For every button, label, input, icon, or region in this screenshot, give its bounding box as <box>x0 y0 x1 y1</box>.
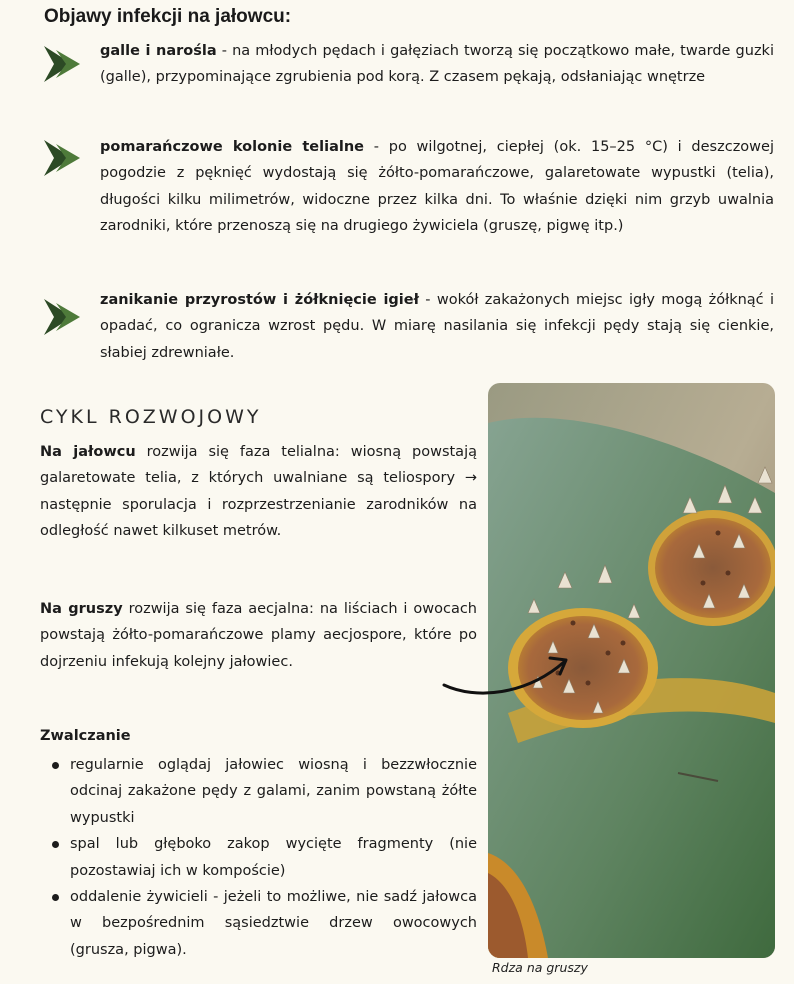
symptom-description: - na młodych pędach i gałęziach tworzą się początkowo małe, twarde guzki (galle), przypominające zgrubienia pod korą. Z czasem pękają, odsłaniając wnętrze <box>100 43 774 86</box>
bullet-icon <box>52 894 59 901</box>
arrow-icon <box>436 640 576 710</box>
list-item <box>40 752 477 831</box>
control-heading: Zwalczanie <box>40 728 131 744</box>
symptom-text <box>100 287 774 366</box>
bullet-icon <box>52 841 59 848</box>
double-chevron-right-icon <box>42 138 88 178</box>
symptom-description: - wokół zakażonych miejsc igły mogą żółknąć i opadać, co ogranicza wzrost pędu. W miarę nasilania się infekcji pędy stają się cienkie, słabiej zdrewniałe. <box>100 292 774 361</box>
pear-description: rozwija się faza aecjalna: na liściach i owocach powstają żółto-pomarańczowe plamy aecjospore, które po dojrzeniu infekują kolejny jałowiec. <box>40 601 478 670</box>
symptom-term: zanikanie przyrostów i żółknięcie igieł <box>100 292 419 308</box>
list-item-text: oddalenie żywicieli - jeżeli to możliwe, nie sadź jałowca w bezpośrednim sąsiedztwie drzew owocowych (grusza, pigwa). <box>70 889 477 958</box>
symptom-term: pomarańczowe kolonie telialne <box>100 139 364 155</box>
control-list <box>40 752 477 963</box>
bullet-icon <box>52 762 59 769</box>
page-title: Objawy infekcji na jałowcu: <box>44 6 292 27</box>
photo-caption: Rdza na gruszy <box>492 960 588 975</box>
double-chevron-right-icon <box>42 44 88 84</box>
symptom-text <box>100 38 774 91</box>
symptom-text <box>100 134 774 240</box>
juniper-description: rozwija się faza telialna: wiosną powstają galaretowate telia, z których uwalniane są teliospory → następnie sporulacja i rozprzestrzenianie zarodników na odległość nawet kilkuset metrów. <box>40 444 477 540</box>
list-item <box>40 884 477 963</box>
list-item-text: regularnie oglądaj jałowiec wiosną i bezzwłocznie odcinaj zakażone pędy z galami, zanim powstaną żółte wypustki <box>70 757 477 826</box>
symptom-description: - po wilgotnej, ciepłej (ok. 15–25 °C) i deszczowej pogodzie z pęknięć wydostają się żółto-pomarańczowe, galaretowate wypustki (telia), długości kilku milimetrów, widoczne przez kilka dni. To właśnie dzięki nim grzyb uwalnia zarodniki, które przenoszą się na drugiego żywiciela (gruszę, pigwę itp.) <box>100 139 774 235</box>
pear-paragraph <box>40 596 477 675</box>
section-heading: CYKL ROZWOJOWY <box>40 406 262 428</box>
list-item-text: spal lub głęboko zakop wycięte fragmenty (nie pozostawiaj ich w kompoście) <box>70 836 477 879</box>
juniper-term: Na jałowcu <box>40 444 136 460</box>
list-item <box>40 831 477 884</box>
juniper-paragraph <box>40 439 477 545</box>
double-chevron-right-icon <box>42 297 88 337</box>
pear-term: Na gruszy <box>40 601 123 617</box>
symptom-term: galle i narośla <box>100 43 217 59</box>
